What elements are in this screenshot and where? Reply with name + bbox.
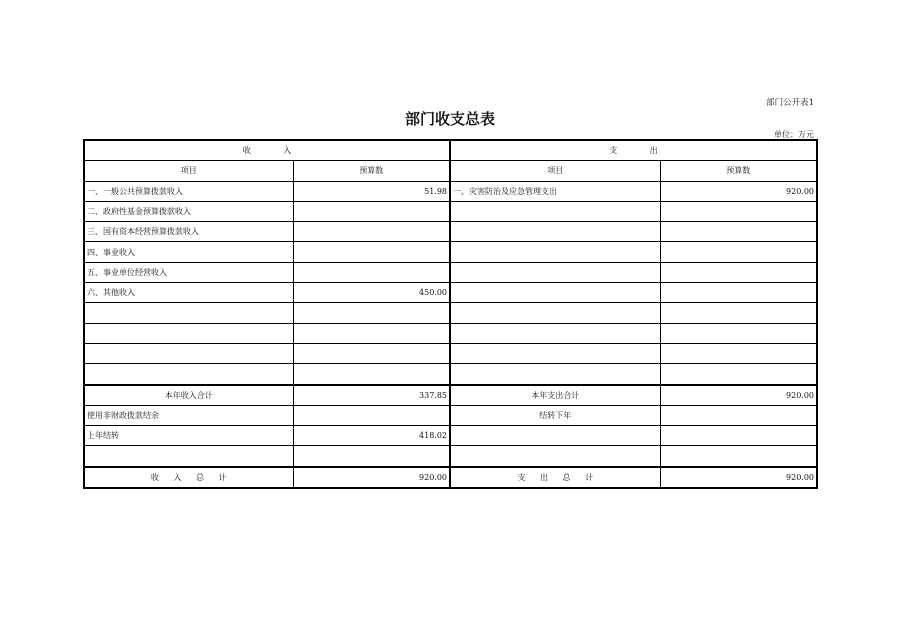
table-row (84, 262, 817, 282)
income-item: 一、一般公共预算拨款收入 (84, 181, 293, 201)
income-amount (293, 343, 450, 363)
expense-subtotal-amount: 920.00 (660, 385, 817, 406)
income-budget-header: 预算数 (293, 161, 450, 181)
expense-item (450, 323, 660, 343)
income-amount (293, 446, 450, 467)
income-total-label: 收 入 总 计 (84, 467, 293, 488)
expense-amount (660, 426, 817, 446)
expense-item (450, 343, 660, 363)
expense-budget-header: 预算数 (660, 161, 817, 181)
expense-amount (660, 222, 817, 242)
income-item: 五、事业单位经营收入 (84, 262, 293, 282)
table-row (84, 364, 817, 385)
income-item (84, 364, 293, 385)
income-subtotal-label: 本年收入合计 (84, 385, 293, 406)
income-amount (293, 303, 450, 323)
table-row (84, 426, 817, 446)
income-section-header: 收 入 (84, 140, 450, 161)
expense-item (450, 283, 660, 303)
table-row (84, 201, 817, 221)
column-header-row (84, 161, 817, 181)
form-code: 部门公开表1 (766, 98, 814, 108)
expense-amount (660, 323, 817, 343)
income-subtotal-amount: 337.85 (293, 385, 450, 406)
income-item (84, 303, 293, 323)
income-amount (293, 262, 450, 282)
expense-subtotal-label: 本年支出合计 (450, 385, 660, 406)
table-row (84, 181, 817, 201)
expense-amount (660, 262, 817, 282)
expense-item (450, 222, 660, 242)
expense-amount (660, 405, 817, 425)
expense-amount (660, 364, 817, 385)
expense-amount (660, 446, 817, 467)
expense-item (450, 201, 660, 221)
expense-item: 一、灾害防治及应急管理支出 (450, 181, 660, 201)
expense-amount (660, 303, 817, 323)
unit-label: 单位：万元 (774, 130, 814, 139)
income-item: 三、国有资本经营预算拨款收入 (84, 222, 293, 242)
income-amount: 450.00 (293, 283, 450, 303)
total-row (84, 467, 817, 488)
income-item: 上年结转 (84, 426, 293, 446)
income-total-amount: 920.00 (293, 467, 450, 488)
table-row (84, 343, 817, 363)
income-amount: 51.98 (293, 181, 450, 201)
income-expense-table (83, 139, 818, 489)
table-row (84, 303, 817, 323)
income-item (84, 446, 293, 467)
income-amount: 418.02 (293, 426, 450, 446)
income-amount (293, 242, 450, 262)
table-row (84, 242, 817, 262)
income-amount (293, 201, 450, 221)
income-amount (293, 323, 450, 343)
expense-amount (660, 201, 817, 221)
income-item: 六、其他收入 (84, 283, 293, 303)
income-item: 二、政府性基金预算拨款收入 (84, 201, 293, 221)
expense-amount: 920.00 (660, 181, 817, 201)
expense-amount (660, 242, 817, 262)
expense-item (450, 303, 660, 323)
income-amount (293, 405, 450, 425)
table-row (84, 446, 817, 467)
income-item (84, 343, 293, 363)
income-item: 四、事业收入 (84, 242, 293, 262)
expense-amount (660, 283, 817, 303)
income-item (84, 323, 293, 343)
expense-item (450, 242, 660, 262)
table-row (84, 222, 817, 242)
table-row (84, 323, 817, 343)
table-row (84, 283, 817, 303)
income-item-header: 项目 (84, 161, 293, 181)
expense-item (450, 446, 660, 467)
expense-total-label: 支 出 总 计 (450, 467, 660, 488)
expense-amount (660, 343, 817, 363)
subtotal-row (84, 385, 817, 406)
expense-total-amount: 920.00 (660, 467, 817, 488)
expense-item-header: 项目 (450, 161, 660, 181)
page-title: 部门收支总表 (404, 110, 495, 128)
expense-item (450, 262, 660, 282)
table-row (84, 405, 817, 425)
income-amount (293, 222, 450, 242)
expense-item (450, 426, 660, 446)
income-amount (293, 364, 450, 385)
expense-item (450, 364, 660, 385)
section-header-row (84, 140, 817, 161)
expense-section-header: 支 出 (450, 140, 817, 161)
expense-item: 结转下年 (450, 405, 660, 425)
income-item: 使用非财政拨款结余 (84, 405, 293, 425)
